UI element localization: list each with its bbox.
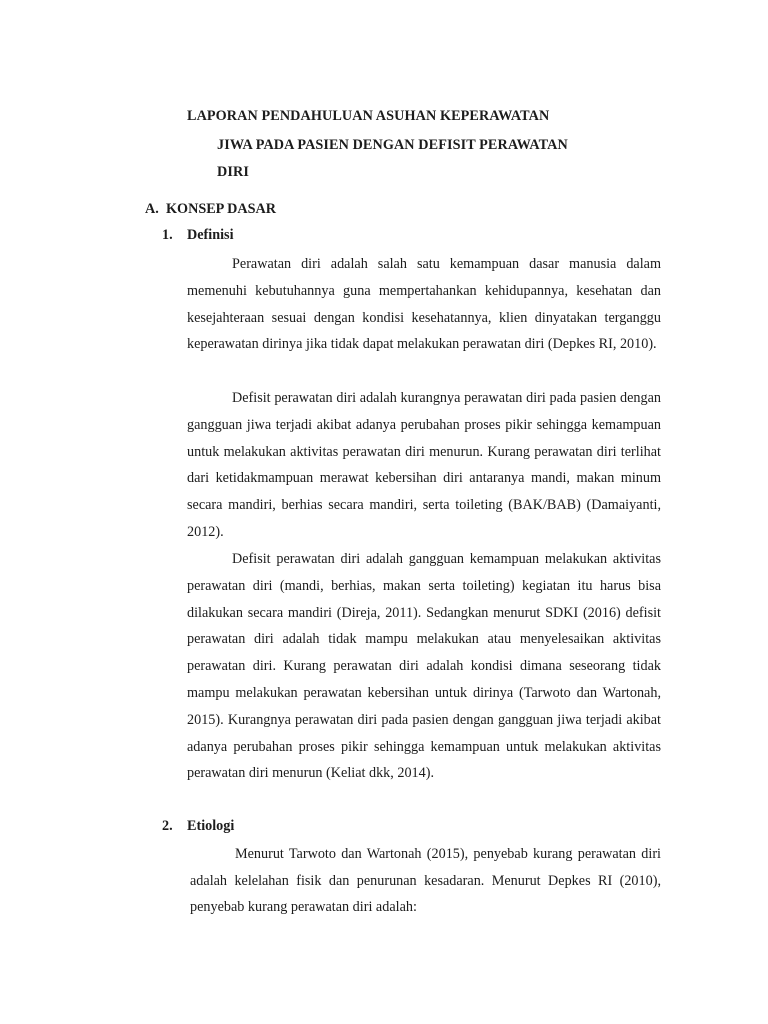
document-title-line-1: LAPORAN PENDAHULUAN ASUHAN KEPERAWATAN: [187, 108, 550, 124]
document-title-line-2: JIWA PADA PASIEN DENGAN DEFISIT PERAWATAN: [217, 137, 568, 153]
subsection-2-marker: 2.: [162, 818, 173, 834]
section-a-marker: A.: [145, 201, 159, 217]
subsection-1-heading: Definisi: [187, 227, 234, 243]
definisi-paragraph-2: Defisit perawatan diri adalah kurangnya perawatan diri pada pasien dengan gangguan jiwa terjadi akibat adanya perubahan proses pikir sehingga kemampuan untuk melakukan aktivitas perawatan diri menurun. Kurang perawatan diri terlihat dari ketidakmampuan merawat kebersihan diri antaranya mandi, makan minum secara mandiri, berhias secara mandiri, serta toileting (BAK/BAB) (Damaiyanti, 2012).: [187, 390, 661, 540]
definisi-paragraph-3: Defisit perawatan diri adalah gangguan kemampuan melakukan aktivitas perawatan diri (mandi, berhias, makan serta toileting) kegiatan itu harus bisa dilakukan secara mandiri (Direja, 2011). Sedangkan menurut SDKI (2016) defisit perawatan diri adalah tidak mampu melakukan atau menyelesaikan aktivitas perawatan diri. Kurang perawatan diri adalah kondisi dimana seseorang tidak mampu melakukan perawatan kebersihan untuk dirinya (Tarwoto dan Wartonah, 2015). Kurangnya perawatan diri pada pasien dengan gangguan jiwa terjadi akibat adanya perubahan proses pikir sehingga kemampuan untuk melakukan aktivitas perawatan diri menurun (Keliat dkk, 2014).: [187, 551, 661, 782]
section-a-heading: KONSEP DASAR: [166, 201, 276, 217]
subsection-2-heading: Etiologi: [187, 818, 235, 834]
definisi-paragraph-1: Perawatan diri adalah salah satu kemampuan dasar manusia dalam memenuhi kebutuhannya guna mempertahankan kehidupannya, kesehatan dan kesejahteraan sesuai dengan kondisi kesehatannya, klien dinyatakan terganggu keperawatan dirinya jika tidak dapat melakukan perawatan diri (Depkes RI, 2010).: [187, 256, 661, 353]
etiologi-paragraph-1: Menurut Tarwoto dan Wartonah (2015), penyebab kurang perawatan diri adalah kelelahan fisik dan penurunan kesadaran. Menurut Depkes RI (2010), penyebab kurang perawatan diri adalah:: [190, 846, 661, 915]
document-title-line-3: DIRI: [217, 164, 249, 180]
subsection-1-marker: 1.: [162, 227, 173, 243]
